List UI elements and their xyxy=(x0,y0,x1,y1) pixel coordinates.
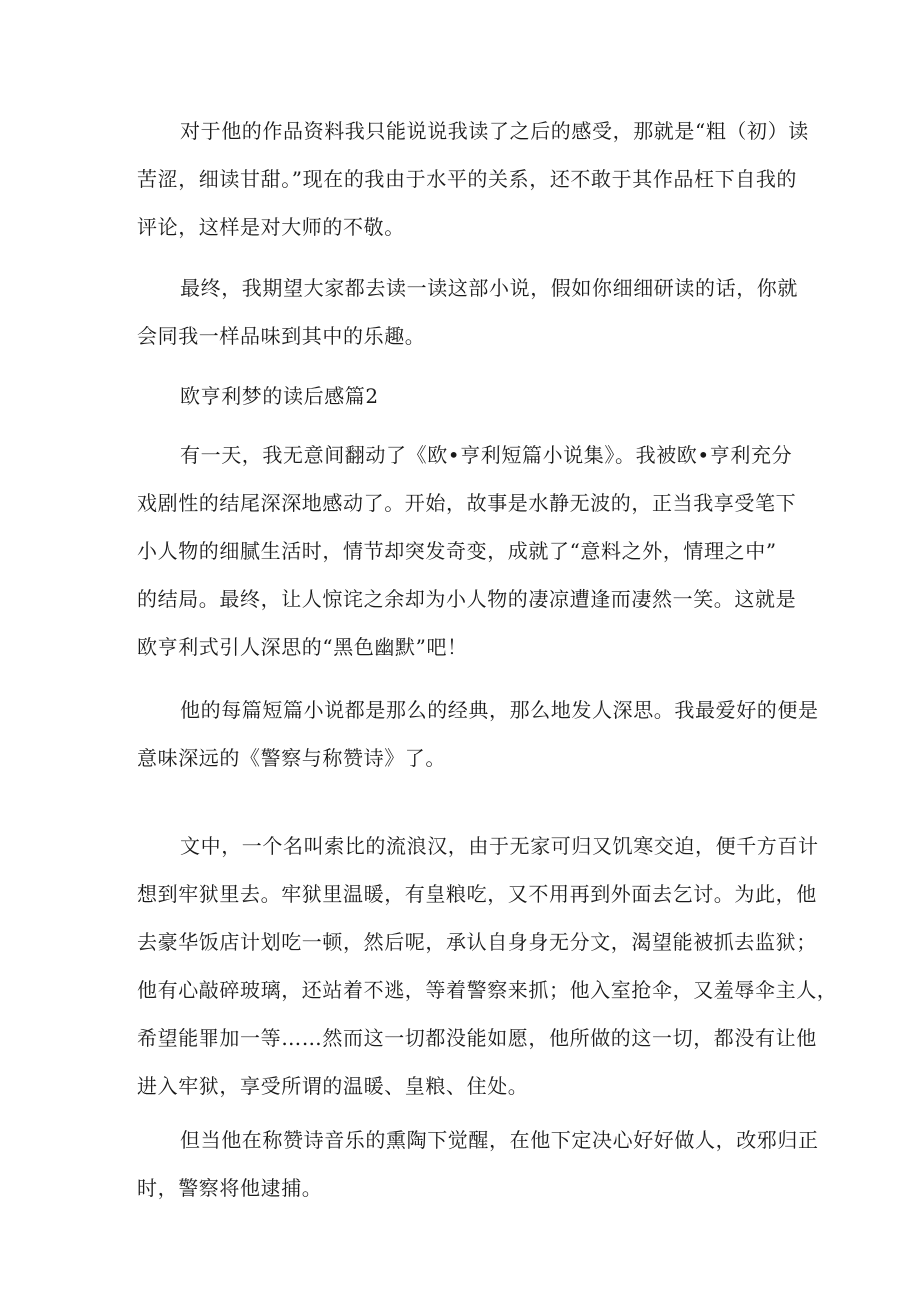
text-line: 会同我一样品味到其中的乐趣。 xyxy=(137,324,426,348)
text-line: 进入牢狱，享受所谓的温暖、皇粮、住处。 xyxy=(137,1074,529,1098)
paragraph-conclusion xyxy=(137,264,801,360)
text-line: 小人物的细腻生活时，情节却突发奇变，成就了“意料之外，情理之中” xyxy=(137,539,777,563)
text-line: 最终，我期望大家都去读一读这部小说，假如你细细研读的话，你就 xyxy=(180,276,798,300)
paragraph-ending xyxy=(137,1116,819,1212)
text-line: 想到牢狱里去。牢狱里温暖，有皇粮吃，又不用再到外面去乞讨。为此，他 xyxy=(137,882,817,906)
text-line: 他的每篇短篇小说都是那么的经典，那么地发人深思。我最爱好的便是 xyxy=(180,698,819,722)
text-line: 戏剧性的结尾深深地感动了。开始，故事是水静无波的，正当我享受笔下 xyxy=(137,491,797,515)
paragraph-favorite xyxy=(137,686,819,782)
text-line: 有一天，我无意间翻动了《欧•亨利短篇小说集》。我被欧•亨利充分 xyxy=(180,443,793,467)
text-line: 的结局。最终，让人惊诧之余却为小人物的凄凉遭逢而凄然一笑。这就是 xyxy=(137,587,797,611)
text-line: 希望能罪加一等……然而这一切都没能如愿，他所做的这一切，都没有让他 xyxy=(137,1026,817,1050)
text-line: 评论，这样是对大师的不敬。 xyxy=(137,215,405,239)
text-line: 时，警察将他逮捕。 xyxy=(137,1176,323,1200)
text-line: 他有心敲碎玻璃，还站着不逃，等着警察来抓；他入室抢伞，又羞辱伞主人， xyxy=(137,978,838,1002)
paragraph-discovery xyxy=(137,431,801,671)
paragraph-story xyxy=(137,822,838,1110)
text-line: 意味深远的《警察与称赞诗》了。 xyxy=(137,746,446,770)
text-line: 欧亨利式引人深思的“黑色幽默”吧！ xyxy=(137,635,468,659)
paragraph-feelings xyxy=(137,107,809,251)
text-line: 文中，一个名叫索比的流浪汉，由于无家可归又饥寒交迫，便千方百计 xyxy=(180,834,819,858)
text-line: 苦涩，细读甘甜。”现在的我由于水平的关系，还不敢于其作品枉下自我的 xyxy=(137,167,798,191)
text-line: 去豪华饭店计划吃一顿，然后呢，承认自身身无分文，渴望能被抓去监狱； xyxy=(137,930,817,954)
section-heading: 欧亨利梦的读后感篇2 xyxy=(180,384,379,408)
text-line: 对于他的作品资料我只能说说我读了之后的感受，那就是“粗（初）读 xyxy=(180,119,809,143)
text-line: 但当他在称赞诗音乐的熏陶下觉醒，在他下定决心好好做人，改邪归正 xyxy=(180,1128,819,1152)
